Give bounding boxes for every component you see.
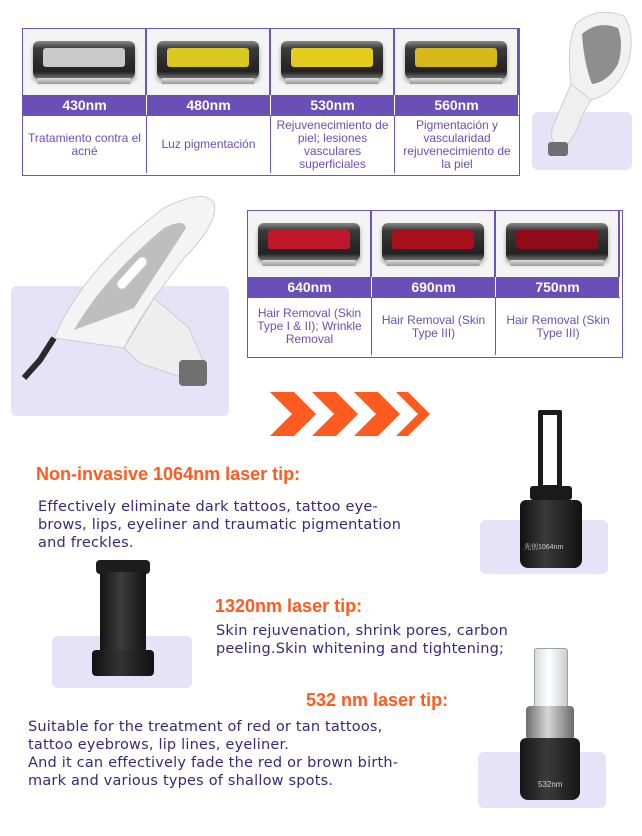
filter-glass [415, 48, 497, 67]
filter-image-430 [23, 29, 147, 95]
wavelength-label: 560nm [395, 95, 519, 115]
wavelength-label: 530nm [271, 95, 395, 115]
tip-532-heading: 532 nm laser tip: [306, 690, 449, 710]
filter-glass [167, 48, 249, 67]
laser-tip-532-image [516, 648, 584, 802]
filter-glass [43, 48, 125, 67]
wavelength-label: 750nm [496, 277, 620, 297]
filter-image-690 [372, 211, 496, 277]
ipl-handpiece-image [536, 4, 636, 164]
filter-description: Hair Removal (Skin Type I & II); Wrinkle Removal [248, 297, 372, 355]
filter-description: Hair Removal (Skin Type III) [372, 297, 496, 355]
tip-1064-heading: Non-invasive 1064nm laser tip: [36, 464, 301, 484]
tip-532-description: Suitable for the treatment of red or tan tattoos, tattoo eyebrows, lip lines, eyeliner. And it can effectively fade the red or brown birth- mark and various types of shallow spots. [28, 719, 399, 789]
filter-table-top [22, 28, 520, 176]
tip-1320-heading: 1320nm laser tip: [215, 596, 363, 616]
filter-description: Tratamiento contra el acné [23, 115, 147, 173]
filter-image-750 [496, 211, 620, 277]
wavelength-label: 640nm [248, 277, 372, 297]
tip-engraving: 532nm [538, 780, 563, 789]
filter-glass [268, 230, 350, 249]
filter-description: Rejuvenecimiento de piel; lesiones vasculares superficiales [271, 115, 395, 173]
chevron-arrows-icon [270, 392, 430, 436]
filter-image-480 [147, 29, 271, 95]
laser-handpiece-image [14, 188, 234, 398]
tip-engraving: 光创1064nm [524, 544, 564, 551]
filter-glass [516, 230, 598, 249]
filter-image-530 [271, 29, 395, 95]
wavelength-label: 430nm [23, 95, 147, 115]
wavelength-label: 480nm [147, 95, 271, 115]
filter-glass [291, 48, 373, 67]
filter-image-640 [248, 211, 372, 277]
filter-description: Luz pigmentación [147, 115, 271, 173]
tip-1320-description: Skin rejuvenation, shrink pores, carbon peeling.Skin whitening and tightening; [216, 623, 509, 657]
laser-tip-1064-image [516, 410, 586, 570]
wavelength-label: 690nm [372, 277, 496, 297]
laser-tip-1320-image [92, 560, 154, 678]
filter-description: Pigmentación y vascularidad rejuvenecimiento de la piel [395, 115, 519, 173]
tip-1064-description: Effectively eliminate dark tattoos, tattoo eye- brows, lips, eyeliner and traumatic pigmentation and freckles. [38, 499, 402, 551]
filter-glass [392, 230, 474, 249]
filter-table-middle [247, 210, 623, 358]
filter-image-560 [395, 29, 519, 95]
filter-description: Hair Removal (Skin Type III) [496, 297, 620, 355]
